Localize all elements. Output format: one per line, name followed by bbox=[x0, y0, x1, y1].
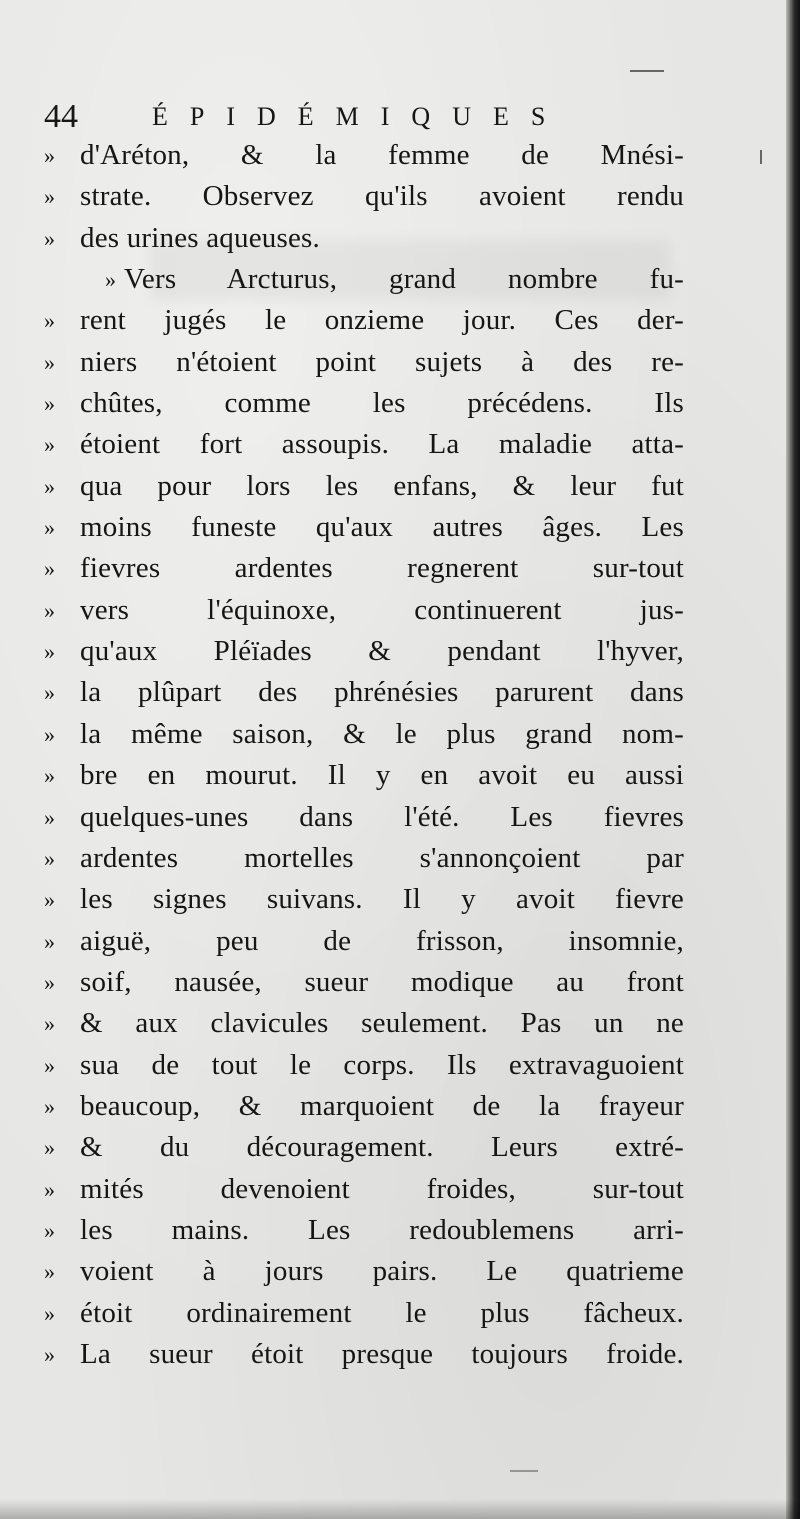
text-line bbox=[44, 507, 684, 548]
line-text: & du découragement. Leurs extré- bbox=[80, 1131, 684, 1164]
line-text: bre en mourut. Il y en avoit eu aussi bbox=[80, 759, 684, 792]
text-line bbox=[44, 466, 684, 507]
line-text: quelques-unes dans l'été. Les fievres bbox=[80, 800, 684, 833]
text-line bbox=[44, 424, 684, 465]
line-text: mités devenoient froides, sur-tout bbox=[80, 1172, 684, 1205]
quote-mark: » bbox=[44, 1052, 55, 1078]
quote-mark: » bbox=[44, 143, 55, 168]
text-line bbox=[44, 1045, 684, 1086]
page-number: 44 bbox=[44, 98, 78, 135]
text-line bbox=[44, 1251, 684, 1292]
line-text: sua de tout le corps. Ils extravaguoient bbox=[80, 1048, 684, 1081]
line-text: aiguë, peu de frisson, insomnie, bbox=[80, 924, 684, 957]
line-text: strate. Observez qu'ils avoient rendu bbox=[80, 180, 684, 213]
quote-mark: » bbox=[44, 1135, 55, 1161]
line-text: voient à jours pairs. Le quatrieme bbox=[80, 1255, 684, 1288]
line-text: beaucoup, & marquoient de la frayeur bbox=[80, 1089, 684, 1122]
line-text: d'Aréton, & la femme de Mnési- bbox=[80, 139, 684, 171]
quote-mark: » bbox=[44, 432, 55, 458]
text-line bbox=[44, 714, 684, 755]
text-line bbox=[44, 1127, 684, 1168]
text-line bbox=[44, 631, 684, 672]
quote-mark: » bbox=[44, 969, 55, 995]
text-line bbox=[44, 1086, 684, 1127]
line-text: qu'aux Pléïades & pendant l'hyver, bbox=[80, 635, 684, 668]
page-edge-shadow bbox=[786, 0, 800, 1519]
text-line bbox=[44, 383, 684, 424]
text-line bbox=[44, 590, 684, 631]
line-text: fievres ardentes regnerent sur-tout bbox=[80, 552, 684, 585]
quote-mark: » bbox=[44, 597, 55, 623]
line-text: les signes suivans. Il y avoit fievre bbox=[80, 883, 684, 916]
text-line bbox=[44, 797, 684, 838]
quote-mark: » bbox=[44, 721, 55, 747]
quote-mark: » bbox=[44, 1217, 55, 1243]
line-text: La sueur étoit presque toujours froide. bbox=[80, 1337, 684, 1370]
line-text: soif, nausée, sueur modique au front bbox=[80, 965, 684, 998]
line-text: des urines aqueuses. bbox=[80, 221, 320, 254]
running-head: ÉPIDÉMIQUES bbox=[152, 102, 568, 131]
quote-mark: » bbox=[44, 763, 55, 789]
text-line bbox=[44, 135, 684, 176]
text-line bbox=[44, 1210, 684, 1251]
quote-mark: » bbox=[44, 556, 55, 582]
quote-mark: » bbox=[44, 1093, 55, 1119]
text-line bbox=[44, 259, 684, 300]
quote-mark: » bbox=[44, 308, 55, 334]
quote-mark: » bbox=[44, 887, 55, 913]
line-text: les mains. Les redoublemens arri- bbox=[80, 1213, 684, 1246]
text-line bbox=[44, 879, 684, 920]
line-text: rent jugés le onzieme jour. Ces der- bbox=[80, 304, 684, 337]
paper-mark bbox=[630, 70, 664, 72]
line-text: étoit ordinairement le plus fâcheux. bbox=[80, 1296, 684, 1329]
quote-mark: » bbox=[44, 639, 55, 665]
quote-mark: » bbox=[44, 680, 55, 706]
text-line bbox=[44, 342, 684, 383]
text-line bbox=[44, 1169, 684, 1210]
quote-mark: » bbox=[44, 391, 55, 417]
line-text: & aux clavicules seulement. Pas un ne bbox=[80, 1007, 684, 1040]
quote-mark: » bbox=[44, 184, 55, 210]
line-text: qua pour lors les enfans, & leur fut bbox=[80, 469, 684, 502]
quote-mark: » bbox=[44, 515, 55, 541]
text-line bbox=[44, 921, 684, 962]
line-text: étoient fort assoupis. La maladie atta- bbox=[80, 428, 684, 461]
body-text bbox=[44, 135, 684, 1375]
text-line bbox=[44, 962, 684, 1003]
text-line bbox=[44, 176, 684, 217]
quote-mark: » bbox=[44, 1176, 55, 1202]
quote-mark: » bbox=[44, 1259, 55, 1285]
quote-mark: » bbox=[44, 1300, 55, 1326]
quote-mark: » bbox=[44, 845, 55, 871]
text-line bbox=[44, 755, 684, 796]
text-line bbox=[44, 672, 684, 713]
text-line bbox=[44, 838, 684, 879]
text-line bbox=[44, 1334, 684, 1375]
paper-mark bbox=[760, 150, 762, 164]
quote-mark: » bbox=[44, 1341, 55, 1367]
line-text: ardentes mortelles s'annonçoient par bbox=[80, 841, 684, 874]
line-text: moins funeste qu'aux autres âges. Les bbox=[80, 511, 684, 544]
text-line bbox=[44, 300, 684, 341]
quote-mark: » bbox=[44, 1011, 55, 1037]
paper-mark bbox=[510, 1470, 538, 1472]
line-text: Vers Arcturus, grand nombre fu- bbox=[124, 263, 684, 296]
line-text: niers n'étoient point sujets à des re- bbox=[80, 345, 684, 378]
text-line bbox=[44, 1293, 684, 1334]
text-line bbox=[44, 1003, 684, 1044]
page-bottom-shadow bbox=[0, 1499, 800, 1519]
line-text: la même saison, & le plus grand nom- bbox=[80, 717, 684, 750]
line-text: vers l'équinoxe, continuerent jus- bbox=[80, 593, 684, 626]
text-line bbox=[44, 218, 684, 259]
quote-mark: » bbox=[44, 473, 55, 499]
quote-mark: » bbox=[44, 349, 55, 375]
line-text: chûtes, comme les précédens. Ils bbox=[80, 387, 684, 420]
quote-mark: » bbox=[44, 225, 55, 251]
quote-mark: » bbox=[105, 267, 116, 293]
line-text: la plûpart des phrénésies parurent dans bbox=[80, 676, 684, 709]
quote-mark: » bbox=[44, 928, 55, 954]
text-line bbox=[44, 548, 684, 589]
quote-mark: » bbox=[44, 804, 55, 830]
